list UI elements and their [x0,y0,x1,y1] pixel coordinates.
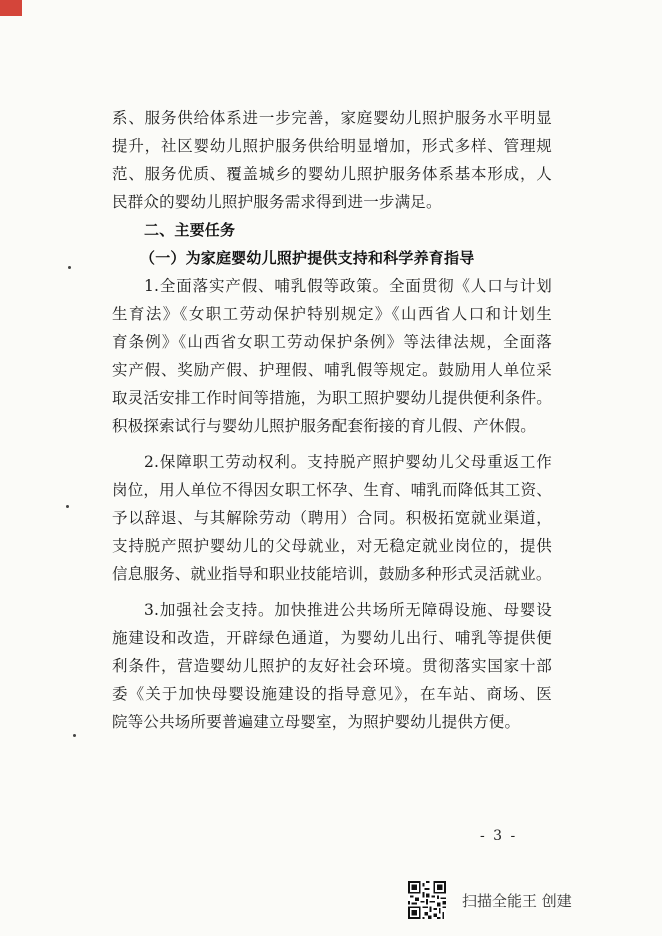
text-line: 实产假、奖励产假、护理假、哺乳假等规定。鼓励用人单位采 [112,361,552,379]
text-line: 信息服务、就业指导和职业技能培训，鼓励多种形式灵活就业。 [112,565,552,583]
text-line: 取灵活安排工作时间等措施，为职工照护婴幼儿提供便利条件。 [112,389,552,407]
paragraph-gap [112,588,552,596]
subsection-heading: （一）为家庭婴幼儿照护提供支持和科学养育指导 [140,249,475,267]
scanner-watermark-text: 扫描全能王 创建 [462,891,572,910]
text-line: 施建设和改造，开辟绿色通道，为婴幼儿出行、哺乳等提供便 [112,629,552,647]
margin-dot [73,734,76,737]
text-line: 积极探索试行与婴幼儿照护服务配套衔接的育儿假、产休假。 [112,417,536,435]
paragraph-item-3 [112,596,552,736]
text-line: 岗位，用人单位不得因女职工怀孕、生育、哺乳而降低其工资、 [112,481,552,499]
text-line: 3.加强社会支持。加快推进公共场所无障碍设施、母婴设 [144,601,552,619]
text-line: 予以辞退、与其解除劳动（聘用）合同。积极拓宽就业渠道， [112,509,552,527]
scanner-watermark [408,880,572,920]
paragraph-intro [112,104,552,216]
text-line: 院等公共场所要普遍建立母婴室，为照护婴幼儿提供方便。 [112,713,521,731]
text-line: 育条例》《山西省女职工劳动保护条例》等法律法规，全面落 [112,333,552,351]
document-body [112,104,552,736]
text-line: 民群众的婴幼儿照护服务需求得到进一步满足。 [112,193,442,211]
text-line: 利条件，营造婴幼儿照护的友好社会环境。贯彻落实国家十部 [112,657,552,675]
paragraph-item-1 [112,272,552,440]
margin-dot [66,505,69,508]
text-line: 委《关于加快母婴设施建设的指导意见》，在车站、商场、医 [112,685,552,703]
text-line: 系、服务供给体系进一步完善，家庭婴幼儿照护服务水平明显 [112,109,552,127]
paragraph-item-2 [112,448,552,588]
text-line: 2.保障职工劳动权利。支持脱产照护婴幼儿父母重返工作 [144,453,552,471]
paragraph-gap [112,440,552,448]
text-line: 提升，社区婴幼儿照护服务供给明显增加，形式多样、管理规 [112,137,552,155]
text-line: 1.全面落实产假、哺乳假等政策。全面贯彻《人口与计划 [144,277,552,295]
page-number: - 3 - [480,828,518,844]
text-line: 范、服务优质、覆盖城乡的婴幼儿照护服务体系基本形成，人 [112,165,552,183]
section-heading: 二、主要任务 [144,221,236,239]
margin-dot [68,266,71,269]
text-line: 支持脱产照护婴幼儿的父母就业，对无稳定就业岗位的，提供 [112,537,552,555]
red-corner-mark [0,0,22,16]
text-line: 生育法》《女职工劳动保护特别规定》《山西省人口和计划生 [112,305,552,323]
qr-code-icon [408,881,446,919]
